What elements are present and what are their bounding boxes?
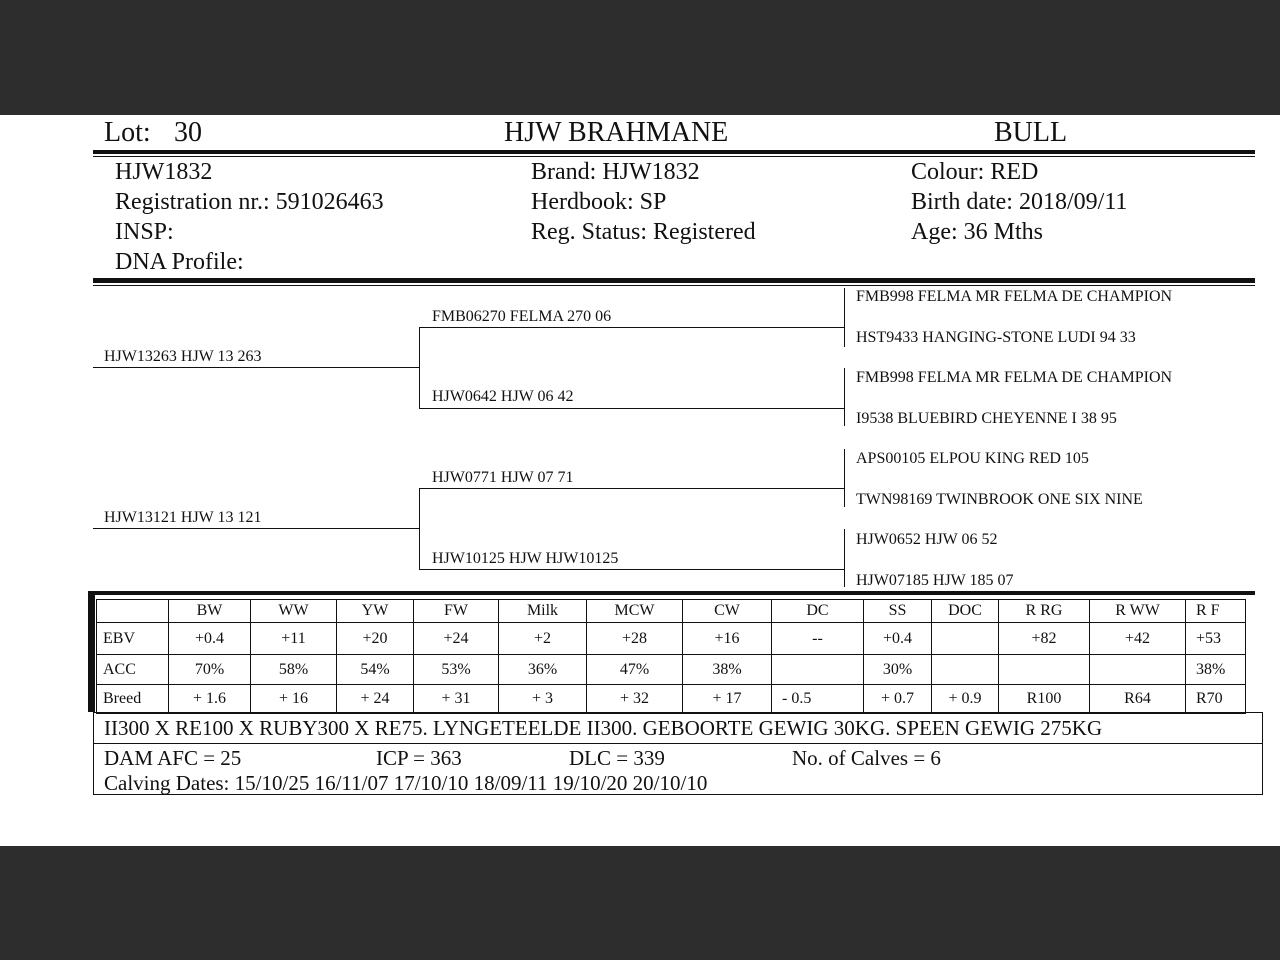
reg-status: Reg. Status: Registered [531, 219, 756, 245]
pedigree-gg-6: TWN98169 TWINBROOK ONE SIX NINE [856, 491, 1143, 508]
table-cell: R100 [999, 685, 1090, 714]
table-cell: + 31 [414, 685, 499, 714]
table-cell: +11 [251, 623, 337, 655]
animal-id: HJW1832 [115, 159, 213, 185]
registration-number: Registration nr.: 591026463 [115, 189, 384, 215]
table-cell [932, 623, 999, 655]
pedigree-bracket [844, 368, 845, 426]
ebv-col-header: YW [337, 600, 414, 623]
ebv-col-header: R WW [1090, 600, 1186, 623]
breeding-notes: II300 X RE100 X RUBY300 X RE75. LYNGETEELDE II300. GEBOORTE GEWIG 30KG. SPEEN GEWIG 275KG [104, 716, 1103, 740]
table-cell: 54% [337, 655, 414, 685]
pedigree-sire: HJW13263 HJW 13 263 [104, 348, 262, 365]
ebv-col-header: CW [683, 600, 772, 623]
animal-sex: BULL [994, 117, 1068, 148]
table-cell: + 24 [337, 685, 414, 714]
table-cell: + 0.9 [932, 685, 999, 714]
table-cell [932, 655, 999, 685]
pedigree-gg-1: FMB998 FELMA MR FELMA DE CHAMPION [856, 288, 1173, 305]
birth-date: Birth date: 2018/09/11 [911, 189, 1128, 215]
table-cell: + 0.7 [864, 685, 932, 714]
table-cell: +42 [1090, 623, 1186, 655]
row-label: ACC [97, 655, 169, 685]
herdbook: Herdbook: SP [531, 189, 667, 215]
table-cell: + 17 [683, 685, 772, 714]
ebv-col-header: R F [1186, 600, 1246, 623]
pedigree-bracket [844, 529, 845, 587]
ebv-row-ebv [97, 623, 1246, 655]
table-cell: 38% [683, 655, 772, 685]
insp-label: INSP: [115, 219, 174, 245]
table-cell: - 0.5 [772, 685, 864, 714]
table-cell: 38% [1186, 655, 1246, 685]
table-cell: 53% [414, 655, 499, 685]
pedigree-sire-dam: HJW0642 HJW 06 42 [432, 388, 574, 405]
dam-afc: DAM AFC = 25 [104, 746, 242, 770]
table-cell: +0.4 [169, 623, 251, 655]
ebv-col-header: WW [251, 600, 337, 623]
lot-number: 30 [174, 117, 202, 148]
dam-stats-box [93, 743, 1263, 795]
table-cell: +16 [683, 623, 772, 655]
pedigree-gg-3: FMB998 FELMA MR FELMA DE CHAMPION [856, 369, 1173, 386]
table-cell: + 16 [251, 685, 337, 714]
table-cell [999, 655, 1090, 685]
pedigree-line [93, 528, 420, 529]
ebv-row-breed [97, 685, 1246, 714]
row-label: EBV [97, 623, 169, 655]
table-cell: +2 [499, 623, 587, 655]
pedigree-gg-2: HST9433 HANGING-STONE LUDI 94 33 [856, 329, 1136, 346]
table-cell: +24 [414, 623, 499, 655]
table-cell [772, 655, 864, 685]
ebv-col-header: DC [772, 600, 864, 623]
calving-dates: Calving Dates: 15/10/25 16/11/07 17/10/10 18/09/11 19/10/20 20/10/10 [104, 771, 708, 795]
table-cell [1090, 655, 1186, 685]
pedigree-bracket [419, 488, 420, 570]
table-cell: 36% [499, 655, 587, 685]
ebv-table [96, 599, 1246, 714]
table-cell: 47% [587, 655, 683, 685]
brand: Brand: HJW1832 [531, 159, 700, 185]
pedigree-gg-4: I9538 BLUEBIRD CHEYENNE I 38 95 [856, 410, 1117, 427]
table-cell: R70 [1186, 685, 1246, 714]
pedigree-gg-7: HJW0652 HJW 06 52 [856, 531, 998, 548]
pedigree-dam-sire: HJW0771 HJW 07 71 [432, 469, 574, 486]
pedigree-bracket [419, 327, 420, 409]
pedigree-bracket [844, 449, 845, 507]
table-cell: -- [772, 623, 864, 655]
pedigree-dam: HJW13121 HJW 13 121 [104, 509, 262, 526]
ebv-col-header: R RG [999, 600, 1090, 623]
ebv-top-rule [88, 591, 1255, 595]
animal-name: HJW BRAHMANE [504, 117, 729, 148]
age: Age: 36 Mths [911, 219, 1043, 245]
number-of-calves: No. of Calves = 6 [792, 746, 941, 770]
table-cell: +82 [999, 623, 1090, 655]
info-rule [93, 278, 1255, 283]
pedigree-line [420, 569, 845, 570]
pedigree-gg-8: HJW07185 HJW 185 07 [856, 572, 1014, 589]
dna-profile-label: DNA Profile: [115, 249, 244, 275]
table-cell: 30% [864, 655, 932, 685]
info-rule-thin [93, 285, 1255, 286]
pedigree-bracket [844, 288, 845, 347]
notes-box [93, 712, 1263, 744]
table-cell: +20 [337, 623, 414, 655]
pedigree-line [93, 367, 420, 368]
table-cell: + 32 [587, 685, 683, 714]
ebv-col-header: SS [864, 600, 932, 623]
table-cell: +28 [587, 623, 683, 655]
ebv-col-header: DOC [932, 600, 999, 623]
table-cell: + 1.6 [169, 685, 251, 714]
lot-label: Lot: [104, 117, 151, 148]
table-cell: + 3 [499, 685, 587, 714]
catalogue-page [0, 115, 1280, 846]
icp: ICP = 363 [376, 746, 462, 770]
pedigree-sire-sire: FMB06270 FELMA 270 06 [432, 308, 612, 325]
pedigree-gg-5: APS00105 ELPOU KING RED 105 [856, 450, 1089, 467]
colour: Colour: RED [911, 159, 1039, 185]
pedigree-dam-dam: HJW10125 HJW HJW10125 [432, 550, 619, 567]
ebv-row-acc [97, 655, 1246, 685]
dlc: DLC = 339 [569, 746, 665, 770]
table-cell: 70% [169, 655, 251, 685]
ebv-corner-cell [97, 600, 169, 623]
ebv-left-bar [88, 591, 95, 712]
table-cell: 58% [251, 655, 337, 685]
ebv-col-header: Milk [499, 600, 587, 623]
ebv-header-row [97, 600, 1246, 623]
ebv-col-header: BW [169, 600, 251, 623]
table-cell: R64 [1090, 685, 1186, 714]
pedigree-line [420, 488, 845, 489]
pedigree-line [420, 408, 845, 409]
row-label: Breed [97, 685, 169, 714]
header-rule-thin [93, 156, 1255, 157]
ebv-col-header: FW [414, 600, 499, 623]
pedigree-line [420, 327, 845, 328]
table-cell: +0.4 [864, 623, 932, 655]
ebv-col-header: MCW [587, 600, 683, 623]
header-rule [93, 150, 1255, 154]
table-cell: +53 [1186, 623, 1246, 655]
